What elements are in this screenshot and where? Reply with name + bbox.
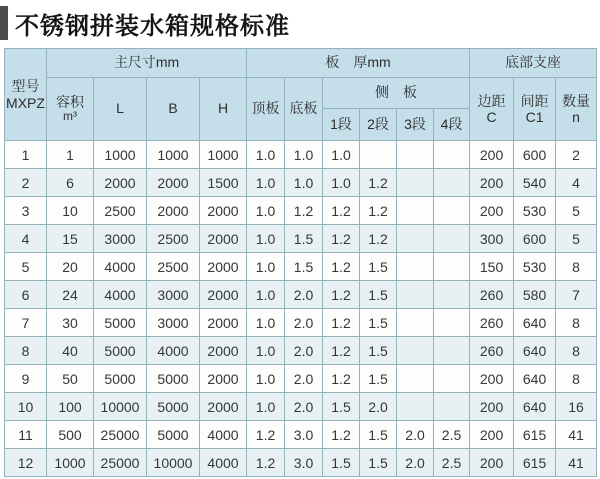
table-cell: 2000 — [200, 365, 247, 393]
table-cell: 3000 — [94, 225, 147, 253]
header-segment-4: 4段 — [434, 109, 470, 141]
table-cell — [397, 365, 434, 393]
header-H: H — [200, 78, 247, 141]
header-qty-line2: n — [572, 109, 580, 125]
table-cell: 2.0 — [285, 309, 323, 337]
table-cell — [397, 281, 434, 309]
table-cell: 2000 — [200, 253, 247, 281]
table-cell — [434, 393, 470, 421]
table-cell: 2000 — [200, 225, 247, 253]
table-cell: 1500 — [200, 169, 247, 197]
table-cell: 2.0 — [397, 421, 434, 449]
table-cell: 200 — [470, 449, 514, 477]
table-cell: 41 — [556, 449, 597, 477]
table-cell: 200 — [470, 393, 514, 421]
table-cell: 100 — [47, 393, 94, 421]
table-cell — [397, 337, 434, 365]
table-cell: 260 — [470, 281, 514, 309]
header-B: B — [147, 78, 200, 141]
table-cell: 20 — [47, 253, 94, 281]
header-spacing-line2: C1 — [525, 109, 544, 125]
table-cell: 7 — [5, 309, 47, 337]
table-cell: 16 — [556, 393, 597, 421]
table-cell: 5000 — [147, 365, 200, 393]
spec-table — [4, 48, 597, 477]
table-cell: 200 — [470, 169, 514, 197]
table-cell: 540 — [514, 169, 556, 197]
header-bottom-plate: 底板 — [285, 78, 323, 141]
table-cell — [397, 393, 434, 421]
table-cell: 2000 — [200, 393, 247, 421]
table-cell: 10 — [47, 197, 94, 225]
table-cell: 1.2 — [323, 365, 360, 393]
table-row — [5, 421, 597, 449]
table-cell: 1 — [5, 141, 47, 169]
table-cell: 3.0 — [285, 421, 323, 449]
table-cell: 10 — [5, 393, 47, 421]
table-cell: 5000 — [94, 337, 147, 365]
table-cell: 1.0 — [247, 197, 285, 225]
table-cell: 4000 — [200, 449, 247, 477]
table-row — [5, 281, 597, 309]
table-cell: 1.0 — [247, 281, 285, 309]
table-cell: 2.0 — [285, 365, 323, 393]
table-cell: 1.0 — [247, 337, 285, 365]
header-model-line1: 型号 — [11, 78, 40, 95]
table-cell: 2.0 — [285, 393, 323, 421]
table-cell: 1000 — [147, 141, 200, 169]
table-cell: 5000 — [147, 421, 200, 449]
header-model-line2: MXPZ — [6, 94, 45, 111]
table-cell: 2.0 — [285, 337, 323, 365]
table-cell: 530 — [514, 197, 556, 225]
table-cell: 1.0 — [247, 169, 285, 197]
table-cell: 8 — [556, 365, 597, 393]
table-row — [5, 253, 597, 281]
table-cell: 2 — [556, 141, 597, 169]
header-volume-line1: 容积 — [56, 94, 84, 111]
table-cell: 1.5 — [360, 309, 397, 337]
table-cell: 1.0 — [247, 225, 285, 253]
table-cell: 500 — [47, 421, 94, 449]
table-cell: 200 — [470, 421, 514, 449]
table-cell: 2500 — [147, 225, 200, 253]
header-segment-1: 1段 — [323, 109, 360, 141]
table-cell: 1.0 — [247, 253, 285, 281]
table-cell: 1.5 — [360, 281, 397, 309]
table-cell: 50 — [47, 365, 94, 393]
table-cell: 260 — [470, 337, 514, 365]
table-cell: 12 — [5, 449, 47, 477]
table-cell: 2500 — [94, 197, 147, 225]
table-row — [5, 197, 597, 225]
header-quantity — [556, 78, 597, 141]
table-cell — [434, 281, 470, 309]
table-row — [5, 393, 597, 421]
table-cell: 11 — [5, 421, 47, 449]
table-cell: 2000 — [200, 197, 247, 225]
table-cell: 640 — [514, 393, 556, 421]
table-cell: 530 — [514, 253, 556, 281]
table-cell: 150 — [470, 253, 514, 281]
header-model — [5, 49, 47, 141]
table-cell: 1.2 — [247, 449, 285, 477]
table-cell: 40 — [47, 337, 94, 365]
page-title-bar — [0, 0, 600, 44]
table-cell: 600 — [514, 141, 556, 169]
table-cell: 5000 — [94, 365, 147, 393]
table-cell: 1.5 — [360, 449, 397, 477]
table-cell: 2500 — [147, 253, 200, 281]
table-cell: 1.2 — [323, 337, 360, 365]
table-cell: 1.2 — [323, 309, 360, 337]
table-cell: 2000 — [200, 281, 247, 309]
table-cell: 30 — [47, 309, 94, 337]
title-accent-bar — [0, 6, 8, 40]
table-cell — [434, 365, 470, 393]
table-cell — [434, 225, 470, 253]
table-cell — [434, 253, 470, 281]
table-cell: 1.5 — [360, 253, 397, 281]
table-cell — [397, 141, 434, 169]
table-cell — [434, 309, 470, 337]
table-cell: 1.0 — [285, 141, 323, 169]
table-cell: 4000 — [94, 253, 147, 281]
table-cell: 5000 — [147, 393, 200, 421]
table-cell: 600 — [514, 225, 556, 253]
table-cell: 5 — [556, 225, 597, 253]
table-cell: 260 — [470, 309, 514, 337]
table-cell: 615 — [514, 421, 556, 449]
table-cell: 1.2 — [323, 421, 360, 449]
table-cell: 3 — [5, 197, 47, 225]
header-plate-thickness: 板 厚mm — [247, 49, 470, 78]
table-cell: 1.2 — [323, 197, 360, 225]
table-cell: 8 — [556, 309, 597, 337]
header-L: L — [94, 78, 147, 141]
table-cell: 1.5 — [285, 253, 323, 281]
table-cell: 1.0 — [247, 141, 285, 169]
table-cell: 9 — [5, 365, 47, 393]
table-cell: 1.5 — [360, 337, 397, 365]
header-top-plate: 顶板 — [247, 78, 285, 141]
table-cell — [434, 337, 470, 365]
table-cell: 5 — [556, 197, 597, 225]
header-volume-line2: m³ — [63, 109, 77, 124]
table-cell — [360, 141, 397, 169]
table-cell: 10000 — [147, 449, 200, 477]
table-cell: 2.0 — [360, 393, 397, 421]
table-cell: 4 — [5, 225, 47, 253]
table-cell — [397, 225, 434, 253]
table-cell: 1000 — [94, 141, 147, 169]
table-row — [5, 169, 597, 197]
table-cell: 24 — [47, 281, 94, 309]
table-cell: 615 — [514, 449, 556, 477]
table-cell — [397, 169, 434, 197]
table-cell: 15 — [47, 225, 94, 253]
page-title: 不锈钢拼装水箱规格标准 — [15, 12, 290, 40]
table-cell: 1.2 — [323, 253, 360, 281]
table-cell: 25000 — [94, 449, 147, 477]
table-cell — [397, 253, 434, 281]
table-cell: 41 — [556, 421, 597, 449]
table-cell: 2 — [5, 169, 47, 197]
table-cell: 2.0 — [397, 449, 434, 477]
table-cell: 3000 — [147, 309, 200, 337]
table-row — [5, 365, 597, 393]
spec-table-body — [5, 141, 597, 477]
table-cell: 580 — [514, 281, 556, 309]
table-cell: 1000 — [200, 141, 247, 169]
table-cell: 1.5 — [360, 421, 397, 449]
table-cell: 1.2 — [360, 225, 397, 253]
table-cell: 200 — [470, 141, 514, 169]
table-cell: 1.0 — [323, 141, 360, 169]
table-row — [5, 337, 597, 365]
header-bottom-support: 底部支座 — [470, 49, 597, 78]
table-cell — [397, 197, 434, 225]
table-cell: 25000 — [94, 421, 147, 449]
table-cell — [434, 169, 470, 197]
table-cell: 8 — [556, 253, 597, 281]
table-cell: 200 — [470, 365, 514, 393]
table-cell: 2.0 — [285, 281, 323, 309]
header-volume — [47, 78, 94, 141]
table-cell: 1.5 — [360, 365, 397, 393]
table-cell: 8 — [556, 337, 597, 365]
table-cell: 2000 — [200, 309, 247, 337]
table-cell: 1.0 — [323, 169, 360, 197]
header-spacing-line1: 间距 — [520, 92, 549, 109]
table-cell: 1.2 — [247, 421, 285, 449]
header-segment-2: 2段 — [360, 109, 397, 141]
table-cell: 5 — [5, 253, 47, 281]
table-cell: 3.0 — [285, 449, 323, 477]
table-cell: 1.2 — [285, 197, 323, 225]
table-cell: 5000 — [94, 309, 147, 337]
table-cell: 1 — [47, 141, 94, 169]
header-edge-line2: C — [486, 109, 497, 125]
table-cell: 1.2 — [323, 225, 360, 253]
header-qty-line1: 数量 — [562, 92, 591, 109]
header-side-plate: 侧 板 — [323, 78, 470, 109]
table-row — [5, 141, 597, 169]
table-cell: 2000 — [200, 337, 247, 365]
table-cell: 1.2 — [360, 197, 397, 225]
table-cell: 6 — [47, 169, 94, 197]
table-cell: 4000 — [94, 281, 147, 309]
header-main-dimensions: 主尺寸mm — [47, 49, 247, 78]
header-edge-distance — [470, 78, 514, 141]
table-cell: 640 — [514, 337, 556, 365]
table-cell: 1.0 — [285, 169, 323, 197]
table-cell: 2000 — [94, 169, 147, 197]
table-row — [5, 449, 597, 477]
table-cell: 3000 — [147, 281, 200, 309]
table-cell: 4 — [556, 169, 597, 197]
table-cell: 300 — [470, 225, 514, 253]
header-spacing — [514, 78, 556, 141]
table-cell — [397, 309, 434, 337]
table-cell: 640 — [514, 309, 556, 337]
header-segment-3: 3段 — [397, 109, 434, 141]
table-cell: 1.0 — [247, 309, 285, 337]
table-cell: 200 — [470, 197, 514, 225]
table-cell: 1.2 — [360, 169, 397, 197]
table-cell: 2000 — [147, 169, 200, 197]
table-cell — [434, 197, 470, 225]
table-cell: 1.2 — [323, 281, 360, 309]
table-cell: 4000 — [200, 421, 247, 449]
table-cell: 1.0 — [247, 393, 285, 421]
table-cell: 1.5 — [323, 393, 360, 421]
table-cell: 2000 — [147, 197, 200, 225]
table-cell: 1000 — [47, 449, 94, 477]
table-row — [5, 309, 597, 337]
table-cell: 1.0 — [247, 365, 285, 393]
table-cell: 640 — [514, 365, 556, 393]
table-cell: 2.5 — [434, 449, 470, 477]
table-cell: 7 — [556, 281, 597, 309]
table-cell: 4000 — [147, 337, 200, 365]
table-cell: 1.5 — [285, 225, 323, 253]
table-row — [5, 225, 597, 253]
header-edge-line1: 边距 — [477, 92, 506, 109]
table-cell: 2.5 — [434, 421, 470, 449]
table-cell: 6 — [5, 281, 47, 309]
table-cell: 8 — [5, 337, 47, 365]
table-cell — [434, 141, 470, 169]
table-cell: 10000 — [94, 393, 147, 421]
table-cell: 1.5 — [323, 449, 360, 477]
